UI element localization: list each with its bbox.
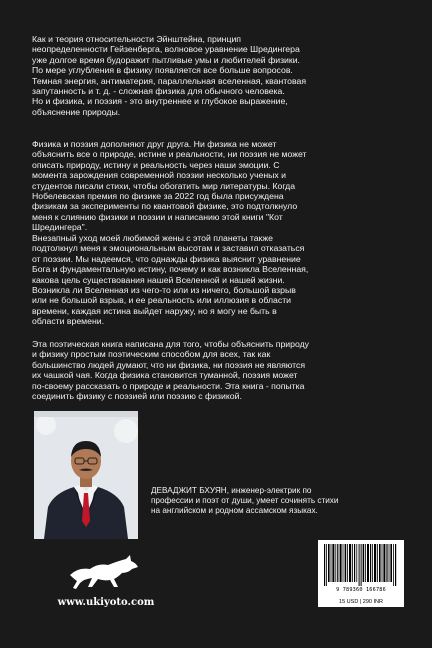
- publisher-logo: [68, 553, 140, 591]
- author-photo: [34, 411, 138, 539]
- isbn-barcode: [318, 540, 404, 600]
- price-label: 15 USD | 290 INR: [318, 598, 404, 607]
- paragraph-text: Эта поэтическая книга написана для того, чтобы объяснить природу и физику простым поэтическим способом для всех, так как большинство людей думают, что ни физика, ни поэзия не являются их чашкой чая. Когда физика становится туманной, поэзия может по-своему рассказать о природе и реальности. Эта книга - попытка соединить физику с поэзией или поэзию с физикой.: [32, 339, 310, 402]
- cover-paragraph-4: [32, 339, 404, 401]
- cover-paragraph-1: [32, 34, 404, 117]
- paragraph-text: Внезапный уход моей любимой жены с этой планеты также подтолкнул меня к эмоциональным высотам и заставил отказаться от поэзии. Мы надеемся, что однажды физика выяснит уравнение Бога и фундаментальную истину, почему и как возникла Вселенная, какова цель существования нашей Вселенной и нашей жизни. Возникла ли Вселенная из чего-то или из ничего, большой взрыв или не большой взрыв, и ее реальность или иллюзия в области времени, каждая истина выйдет наружу, но я могу не быть в области времени.: [32, 233, 309, 327]
- barcode-graphic: [324, 544, 398, 586]
- isbn-number: 9 789360 166786: [336, 587, 386, 593]
- cover-paragraph-2: [32, 139, 404, 233]
- publisher-website[interactable]: www.ukiyoto.com: [57, 597, 155, 608]
- paragraph-text: Физика и поэзия дополняют друг друга. Ни физика не может объяснить все о природе, истине и реальности, ни поэзия не может описать природу, истину и реальность через наши эмоции. С момента зарождения современной поэзии несколько ученых и студентов писали стихи, чтобы обогатить мир литературы. Когда Нобелевская премия по физике за 2022 год была присуждена физикам за эксперименты по квантовой физике, это подтолкнуло меня к слиянию физики и поэзии и написанию этой книги "Кот Шредингера".: [32, 139, 307, 233]
- cover-paragraph-3: [32, 233, 404, 327]
- author-bio: ДЕВАДЖИТ БХУЯН, инженер-электрик по профессии и поэт от души, умеет сочинять стихи на английском и родном ассамском языках.: [151, 486, 339, 515]
- leaping-cat-icon: [68, 553, 140, 591]
- paragraph-text: Как и теория относительности Эйнштейна, принцип неопределенности Гейзенберга, волновое уравнение Шредингера уже долгое время будоражит пытливые умы и любителей физики. По мере углубления в физику появляется все больше вопросов. Темная энергия, антиматерия, параллельная вселенная, квантовая запутанность и т. д. - сложная физика для обычного человека. Но и физика, и поэзия - это внутреннее и глубокое выражение, объяснение природы.: [32, 34, 307, 117]
- author-portrait-illustration: [34, 411, 138, 539]
